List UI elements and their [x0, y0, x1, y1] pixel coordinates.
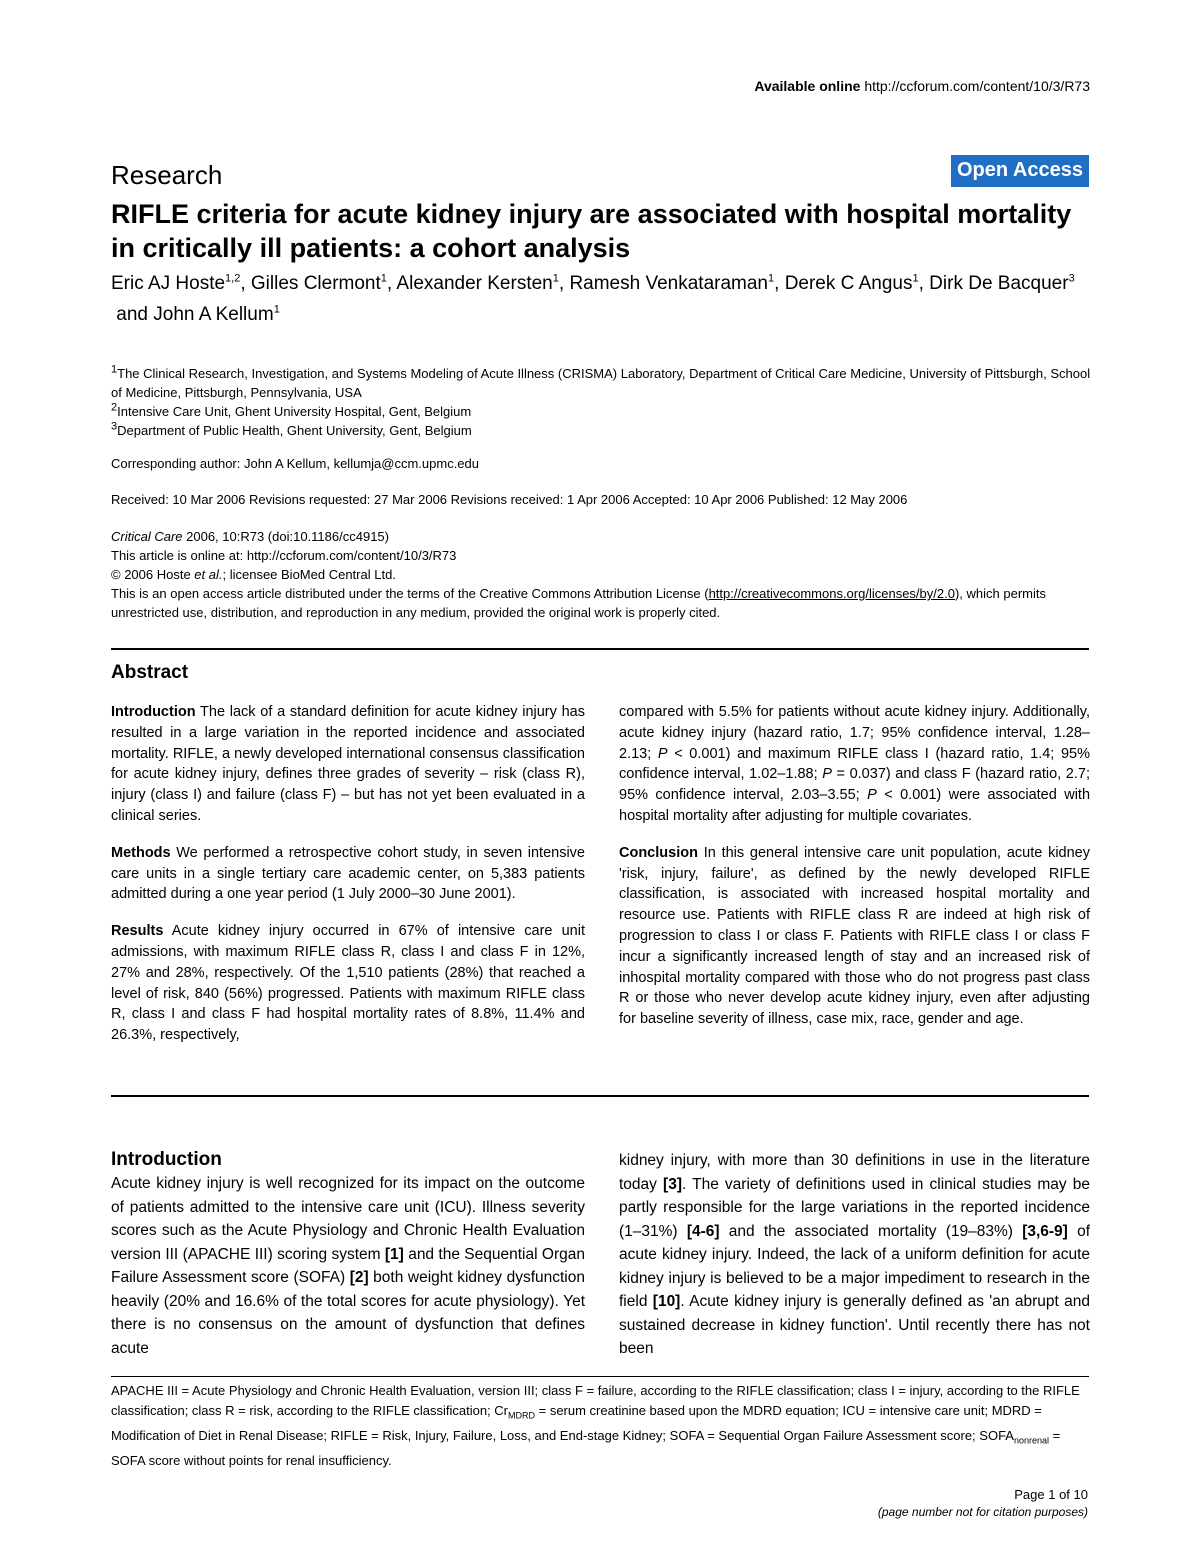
author-name: Dirk De Bacquer [929, 273, 1069, 294]
abstract-results-continued: compared with 5.5% for patients without acute kidney injury. Additionally, acute kidney injury (hazard ratio, 1.7; 95% confidence interval, 1.28–2.13; P < 0.001) and maximum RIFLE class I (hazard ratio, 1.4; 95% confidence interval, 1.02–1.88; P = 0.037) and class F (hazard ratio, 2.7; 95% confidence interval, 2.03–3.55; P < 0.001) were associated with hospital mortality after adjusting for multiple covariates. [619, 704, 1091, 824]
article-title: RIFLE criteria for acute kidney injury are associated with hospital mortality in critically ill patients: a cohort analysis [111, 199, 1072, 263]
author-list: Eric AJ Hoste$^{1,2}$, Gilles Clermont$^1$, Alexander Kersten$^1$, Ramesh Venkataraman$^1$, Derek C Angus$^1$, Dirk De Bacquer$^3$ and John A Kellum$^1$ [111, 272, 1075, 325]
affiliation-2: $^2$Intensive Care Unit, Ghent University Hospital, Gent, Belgium [111, 401, 472, 419]
divider [111, 648, 1089, 650]
author-name: Alexander Kersten [396, 273, 553, 294]
abbreviations-footnote: APACHE III = Acute Physiology and Chronic Health Evaluation, version III; class F = failure, according to the RIFLE classification; class I = injury, according to the RIFLE classification; class R = risk, according to the RIFLE classification; $Cr_{MDRD}$ = serum creatinine based upon the MDRD equation; ICU = intensive care unit; MDRD = Modification of Diet in Renal Disease; RIFLE = Risk, Injury, Failure, Loss, and End-stage Kidney; SOFA = Sequential Organ Failure Assessment score; $SOFA_{nonrenal}$ = SOFA score without points for renal insufficiency. [111, 1383, 1080, 1468]
reference-link[interactable]: [2] [349, 1269, 369, 1286]
author-name: Gilles Clermont [250, 273, 381, 294]
abstract-results: Results Acute kidney injury occurred in 67% of intensive care unit admissions, with maximum RIFLE class R, class I and class F in 12%, 27% and 28%, respectively. Of the 1,510 patients (28%) that reached a level of risk, 840 (56%) progressed. Patients with maximum RIFLE class R, class I and class F had hospital mortality rates of 8.8%, 11.4% and 26.3%, respectively, [111, 923, 585, 1044]
corresponding-author: Corresponding author: John A Kellum, kellumja@ccm.upmc.edu [111, 456, 479, 471]
abstract-introduction: Introduction The lack of a standard definition for acute kidney injury has resulted in a large variation in the reported incidence and associated mortality. RIFLE, a newly developed international consensus classification for acute kidney injury, defines three grades of severity – risk (class R), injury (class I) and failure (class F) – but has not yet been evaluated in a clinical series. [111, 704, 585, 824]
available-label: Available online [754, 78, 861, 94]
author-name: Derek C Angus [784, 273, 913, 294]
availability-line [754, 78, 1090, 94]
affiliation-3: $^3$Department of Public Health, Ghent University, Gent, Belgium [111, 420, 472, 438]
reference-link[interactable]: [4-6] [686, 1222, 720, 1240]
citation-block [111, 527, 1096, 622]
introduction-heading: Introduction [111, 1149, 222, 1170]
citation-line: Critical Care 2006, 10:R73 (doi:10.1186/cc4915) [111, 529, 389, 544]
page-number-note: (page number not for citation purposes) [877, 1505, 1088, 1519]
introduction-left-column: Acute kidney injury is well recognized for its impact on the outcome of patients admitted to the intensive care unit (ICU). Illness severity scores such as the Acute Physiology and Chronic Health Evaluation version III (APACHE III) scoring system [1] and the Sequential Organ Failure Assessment score (SOFA) [2] both weight kidney dysfunction heavily (20% and 16.6% of the total scores for acute physiology). Yet there is no consensus on the amount of dysfunction that defines acute [111, 1175, 585, 1357]
abstract-left-column [111, 702, 585, 1062]
affiliation-1: $^1$The Clinical Research, Investigation, and Systems Modeling of Acute Illness (CRISMA) Laboratory, Department of Critical Care Medicine, University of Pittsburgh, School of Medicine, Pittsburgh, Pennsylvania, USA [111, 363, 1091, 400]
footnote-divider [111, 1376, 1089, 1377]
author-affiliation-marker: 1 [912, 272, 919, 285]
open-access-badge: Open Access [951, 155, 1089, 187]
abstract-conclusion: Conclusion In this general intensive care unit population, acute kidney 'risk, injury, failure', as defined by the newly developed RIFLE classification, is associated with increased hospital mortality and resource use. Patients with RIFLE class R are indeed at high risk of progression to class I or class F. Patients with RIFLE class I or class F incur a significantly increased length of stay and an increased risk of inhospital mortality compared with those who do not progress past class R or those who never develop acute kidney injury, even after adjusting for baseline severity of illness, case mix, race, gender and age. [619, 844, 1090, 1028]
affiliations [111, 364, 1091, 440]
license-link[interactable]: http://creativecommons.org/licenses/by/2.0 [708, 586, 955, 601]
author-affiliation-marker: 1 [768, 272, 775, 285]
article-url[interactable]: http://ccforum.com/content/10/3/R73 [864, 78, 1090, 94]
author-affiliation-marker: 1 [273, 303, 280, 316]
introduction-right-column: kidney injury, with more than 30 definitions in use in the literature today [3]. The variety of definitions used in clinical studies may be partly responsible for the large variations in the reported incidence (1–31%) [4-6] and the associated mortality (19–83%) [3,6-9] of acute kidney injury. Indeed, the lack of a uniform definition for acute kidney injury is believed to be a major impediment to research in the field [10]. Acute kidney injury is generally defined as 'an abrupt and sustained decrease in kidney function'. Until recently there has not been [619, 1152, 1090, 1357]
reference-link[interactable]: [3] [663, 1175, 682, 1193]
abstract-methods: Methods We performed a retrospective cohort study, in seven intensive care units in a single tertiary care academic center, on 5,383 patients admitted during a one year period (1 July 2000–30 June 2001). [111, 844, 585, 903]
abstract-heading: Abstract [111, 662, 189, 683]
divider [111, 1095, 1089, 1097]
author-affiliation-marker: 1 [552, 272, 559, 285]
author-affiliation-marker: 1,2 [225, 272, 241, 285]
page-number: Page 1 of 10 [1014, 1487, 1088, 1502]
author-affiliation-marker: 1 [380, 272, 387, 285]
author-name: Ramesh Venkataraman [569, 273, 768, 294]
reference-link[interactable]: [3,6-9] [1022, 1222, 1068, 1240]
abstract-right-column [619, 702, 1090, 1046]
author-name: John A Kellum [153, 304, 274, 325]
publication-dates: Received: 10 Mar 2006 Revisions requested: 27 Mar 2006 Revisions received: 1 Apr 2006 Accepted: 10 Apr 2006 Published: 12 May 2006 [111, 492, 908, 507]
copyright-line: © 2006 Hoste et al.; licensee BioMed Central Ltd. [111, 567, 396, 582]
author-affiliation-marker: 3 [1068, 272, 1075, 285]
license-line: This is an open access article distributed under the terms of the Creative Commons Attribution License (http://creativecommons.org/licenses/by/2.0), which permits unrestricted use, distribution, and reproduction in any medium, provided the original work is properly cited. [111, 586, 1046, 620]
reference-link[interactable]: [1] [384, 1245, 404, 1263]
online-line: This article is online at: http://ccforum.com/content/10/3/R73 [111, 548, 457, 563]
article-type: Research [111, 160, 223, 190]
author-name: Eric AJ Hoste [111, 273, 226, 294]
reference-link[interactable]: [10] [652, 1293, 681, 1310]
